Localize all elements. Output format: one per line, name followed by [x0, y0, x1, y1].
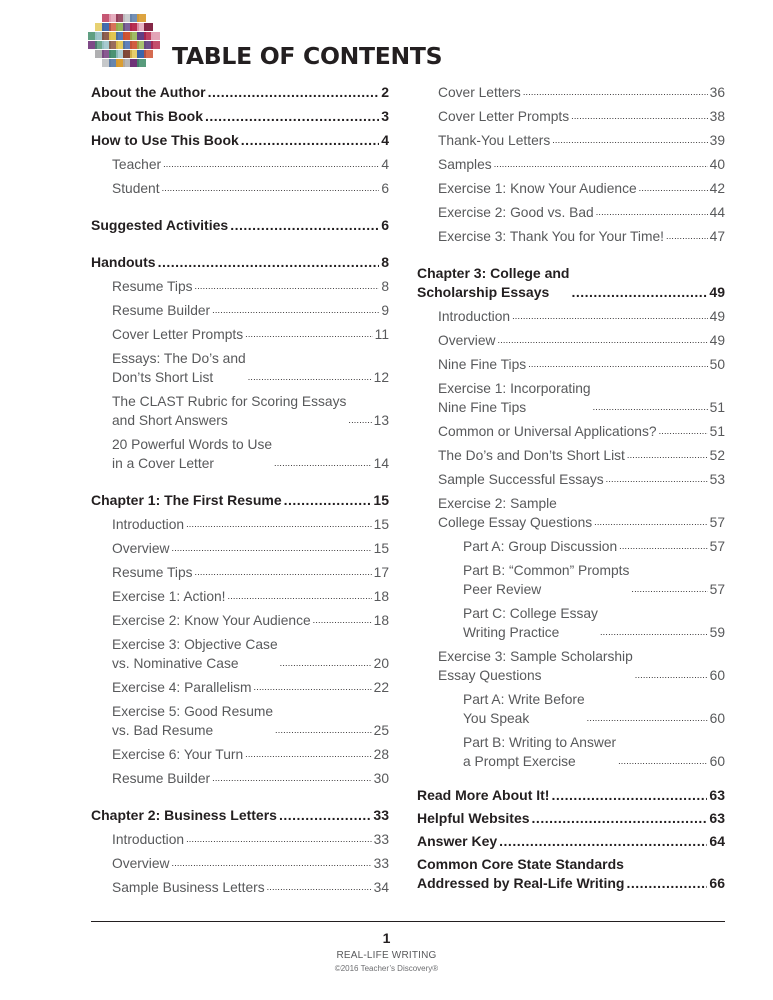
- toc-entry-title: Nine Fine Tips: [438, 357, 527, 372]
- toc-entry-page: 8: [381, 254, 389, 270]
- dot-leader: [571, 283, 707, 302]
- toc-entry-title: Exercise 3: Sample Scholarship Essay Questions: [438, 649, 633, 683]
- toc-entry-title: The CLAST Rubric for Scoring Essays and Short Answers: [112, 394, 347, 428]
- toc-entry-page: 8: [381, 279, 389, 294]
- dot-leader: [528, 355, 707, 374]
- toc-entry: [417, 690, 725, 728]
- footer-divider: [91, 921, 725, 922]
- toc-entry: [91, 179, 389, 198]
- toc-entry-page: 30: [373, 771, 389, 786]
- toc-entry-page: 13: [373, 413, 389, 428]
- toc-entry: [91, 539, 389, 558]
- dot-leader: [284, 491, 372, 510]
- toc-entry-title: Introduction: [112, 517, 185, 532]
- toc-entry-title: Overview: [112, 541, 170, 556]
- toc-entry: [91, 878, 389, 897]
- dot-leader: [248, 368, 372, 387]
- toc-entry: [91, 155, 389, 174]
- logo-pixel: [137, 14, 146, 22]
- toc-entry-page: 34: [373, 880, 389, 895]
- toc-entry-page: 6: [381, 181, 389, 196]
- toc-entry-title: Exercise 3: Thank You for Your Time!: [438, 229, 664, 244]
- toc-entry: [91, 107, 389, 126]
- dot-leader: [619, 537, 708, 556]
- dot-leader: [230, 216, 379, 235]
- logo-pixel: [144, 23, 153, 31]
- toc-entry-page: 15: [373, 517, 389, 532]
- toc-entry: [417, 537, 725, 556]
- toc-entry: [417, 855, 725, 893]
- toc-entry: [417, 107, 725, 126]
- toc-entry-title: Introduction: [438, 309, 511, 324]
- dot-leader: [195, 563, 372, 582]
- toc-entry-page: 28: [373, 747, 389, 762]
- dot-leader: [172, 539, 372, 558]
- toc-entry-page: 60: [709, 711, 725, 726]
- dot-leader: [267, 878, 372, 897]
- toc-entry-title: Handouts: [91, 254, 156, 270]
- toc-entry-title: Exercise 2: Sample College Essay Questions: [438, 496, 593, 530]
- toc-entry-title: Introduction: [112, 832, 185, 847]
- toc-entry: [417, 786, 725, 805]
- toc-entry-title: Sample Successful Essays: [438, 472, 604, 487]
- toc-entry-page: 60: [709, 754, 725, 769]
- toc-entry-title: About the Author: [91, 84, 206, 100]
- toc-entry-title: Exercise 3: Objective Case vs. Nominative Case: [112, 637, 278, 671]
- toc-entry: [91, 635, 389, 673]
- toc-entry: [417, 647, 725, 685]
- toc-entry-page: 22: [373, 680, 389, 695]
- dot-leader: [241, 131, 379, 150]
- toc-entry-page: 38: [709, 109, 725, 124]
- toc-entry-title: Samples: [438, 157, 492, 172]
- dot-leader: [274, 454, 372, 473]
- dot-leader: [212, 301, 379, 320]
- toc-entry-title: Part A: Write Before You Speak: [463, 692, 585, 726]
- toc-entry-title: Cover Letter Prompts: [112, 327, 244, 342]
- toc-entry-page: 49: [709, 309, 725, 324]
- toc-entry: [91, 131, 389, 150]
- dot-leader: [208, 83, 380, 102]
- toc-entry: [91, 253, 389, 272]
- dot-leader: [162, 179, 380, 198]
- dot-leader: [626, 874, 707, 893]
- dot-leader: [606, 470, 708, 489]
- toc-entry-title: Answer Key: [417, 833, 498, 849]
- toc-entry-title: Part B: Writing to Answer a Prompt Exercise: [463, 735, 617, 769]
- logo-pixel: [151, 32, 160, 40]
- toc-right-column: [417, 83, 725, 893]
- dot-leader: [600, 623, 708, 642]
- toc-entry: [417, 604, 725, 642]
- toc-entry-title: The Do’s and Don’ts Short List: [438, 448, 625, 463]
- toc-entry-page: 51: [709, 400, 725, 415]
- toc-entry-title: Exercise 2: Good vs. Bad: [438, 205, 594, 220]
- dot-leader: [552, 131, 707, 150]
- toc-entry: [417, 733, 725, 771]
- toc-entry-page: 44: [709, 205, 725, 220]
- dot-leader: [228, 587, 372, 606]
- toc-entry-title: Exercise 5: Good Resume vs. Bad Resume: [112, 704, 274, 738]
- toc-left-column: [91, 83, 389, 897]
- dot-leader: [498, 331, 708, 350]
- toc-entry-title: Read More About It!: [417, 787, 550, 803]
- toc-entry-title: Exercise 2: Know Your Audience: [112, 613, 311, 628]
- toc-entry-page: 40: [709, 157, 725, 172]
- toc-entry: [417, 307, 725, 326]
- dot-leader: [280, 654, 372, 673]
- toc-entry-title: Exercise 6: Your Turn: [112, 747, 244, 762]
- toc-entry: [417, 83, 725, 102]
- toc-entry-page: 4: [381, 132, 389, 148]
- toc-entry-title: Resume Tips: [112, 565, 193, 580]
- dot-leader: [186, 830, 372, 849]
- toc-entry: [91, 611, 389, 630]
- toc-entry-page: 17: [373, 565, 389, 580]
- toc-entry-page: 18: [373, 589, 389, 604]
- dot-leader: [348, 411, 371, 430]
- toc-entry: [91, 515, 389, 534]
- toc-entry: [417, 379, 725, 417]
- toc-entry-page: 63: [709, 810, 725, 826]
- toc-entry-page: 6: [381, 217, 389, 233]
- logo-pixel: [144, 50, 153, 58]
- dot-leader: [186, 515, 372, 534]
- dot-leader: [594, 513, 707, 532]
- toc-entry: [417, 131, 725, 150]
- dot-leader: [666, 227, 708, 246]
- toc-entry-page: 49: [709, 284, 725, 300]
- toc-entry: [91, 392, 389, 430]
- toc-entry: [91, 745, 389, 764]
- dot-leader: [275, 721, 372, 740]
- dot-leader: [158, 253, 380, 272]
- dot-leader: [512, 307, 708, 326]
- toc-entry: [91, 563, 389, 582]
- toc-entry-page: 15: [373, 541, 389, 556]
- toc-entry-page: 4: [381, 157, 389, 172]
- toc-entry-page: 42: [709, 181, 725, 196]
- toc-entry-title: Helpful Websites: [417, 810, 530, 826]
- toc-entry: [91, 830, 389, 849]
- toc-entry: [417, 227, 725, 246]
- toc-entry: [91, 678, 389, 697]
- toc-entry: [91, 277, 389, 296]
- toc-entry-title: Chapter 1: The First Resume: [91, 492, 282, 508]
- toc-entry-title: Essays: The Do’s and Don’ts Short List: [112, 351, 246, 385]
- toc-entry: [417, 561, 725, 599]
- dot-leader: [212, 769, 371, 788]
- toc-entry-page: 12: [373, 370, 389, 385]
- toc-entry-page: 9: [381, 303, 389, 318]
- toc-entry-title: Thank-You Letters: [438, 133, 551, 148]
- toc-entry-page: 49: [709, 333, 725, 348]
- toc-entry: [91, 806, 389, 825]
- toc-entry-page: 33: [373, 807, 389, 823]
- dot-leader: [494, 155, 708, 174]
- toc-entry-title: 20 Powerful Words to Use in a Cover Letter: [112, 437, 273, 471]
- footer-book-title: REAL-LIFE WRITING: [336, 950, 437, 961]
- toc-entry: [417, 155, 725, 174]
- toc-entry: [417, 494, 725, 532]
- dot-leader: [631, 580, 707, 599]
- dot-leader: [627, 446, 708, 465]
- toc-entry: [417, 203, 725, 222]
- toc-entry-title: Resume Builder: [112, 303, 211, 318]
- toc-entry: [91, 301, 389, 320]
- toc-entry-title: Overview: [438, 333, 496, 348]
- toc-entry-title: Exercise 1: Action!: [112, 589, 226, 604]
- toc-entry-page: 3: [381, 108, 389, 124]
- toc-entry-page: 2: [381, 84, 389, 100]
- toc-entry: [91, 435, 389, 473]
- toc-entry-page: 15: [373, 492, 389, 508]
- dot-leader: [532, 809, 708, 828]
- dot-leader: [523, 83, 708, 102]
- toc-entry-page: 50: [709, 357, 725, 372]
- toc-entry: [417, 264, 725, 302]
- dot-leader: [551, 786, 707, 805]
- toc-entry-page: 57: [709, 515, 725, 530]
- toc-entry-page: 33: [373, 856, 389, 871]
- page-title: TABLE OF CONTENTS: [172, 42, 443, 70]
- toc-entry-title: Exercise 1: Incorporating Nine Fine Tips: [438, 381, 591, 415]
- toc-entry-title: Common or Universal Applications?: [438, 424, 657, 439]
- toc-entry-page: 14: [373, 456, 389, 471]
- toc-entry-page: 60: [709, 668, 725, 683]
- toc-entry-title: Overview: [112, 856, 170, 871]
- toc-entry: [91, 349, 389, 387]
- toc-entry: [417, 422, 725, 441]
- toc-entry-page: 63: [709, 787, 725, 803]
- toc-entry-title: Cover Letters: [438, 85, 521, 100]
- toc-entry-page: 57: [709, 582, 725, 597]
- dot-leader: [313, 611, 372, 630]
- toc-entry: [417, 809, 725, 828]
- toc-entry: [91, 83, 389, 102]
- toc-entry: [91, 854, 389, 873]
- logo-pixel: [137, 59, 146, 67]
- toc-entry-page: 66: [709, 875, 725, 891]
- toc-entry: [91, 325, 389, 344]
- toc-entry: [417, 832, 725, 851]
- dot-leader: [254, 678, 372, 697]
- toc-entry: [91, 587, 389, 606]
- dot-leader: [571, 107, 708, 126]
- toc-entry: [417, 355, 725, 374]
- dot-leader: [172, 854, 372, 873]
- toc-entry-title: About This Book: [91, 108, 203, 124]
- dot-leader: [279, 806, 371, 825]
- toc-entry-page: 64: [709, 833, 725, 849]
- dot-leader: [635, 666, 708, 685]
- toc-entry-title: Part B: “Common” Prompts Peer Review: [463, 563, 630, 597]
- toc-entry-page: 11: [374, 327, 389, 342]
- toc-entry-page: 59: [709, 625, 725, 640]
- dot-leader: [618, 752, 708, 771]
- toc-entry-title: Part C: College Essay Writing Practice: [463, 606, 598, 640]
- toc-entry: [417, 446, 725, 465]
- toc-entry-page: 39: [709, 133, 725, 148]
- toc-entry-title: Exercise 4: Parallelism: [112, 680, 252, 695]
- toc-entry-page: 33: [373, 832, 389, 847]
- dot-leader: [596, 203, 708, 222]
- toc-entry-page: 53: [709, 472, 725, 487]
- dot-leader: [593, 398, 708, 417]
- toc-entry-title: Teacher: [112, 157, 162, 172]
- toc-entry-title: Sample Business Letters: [112, 880, 265, 895]
- dot-leader: [205, 107, 379, 126]
- toc-entry-title: Suggested Activities: [91, 217, 229, 233]
- dot-leader: [163, 155, 379, 174]
- logo-pixel: [151, 41, 160, 49]
- toc-entry-page: 18: [373, 613, 389, 628]
- dot-leader: [587, 709, 708, 728]
- toc-entry-page: 20: [373, 656, 389, 671]
- toc-entry-title: Exercise 1: Know Your Audience: [438, 181, 637, 196]
- dot-leader: [245, 745, 371, 764]
- dot-leader: [195, 277, 380, 296]
- toc-entry: [417, 470, 725, 489]
- toc-entry-title: Resume Builder: [112, 771, 211, 786]
- toc-entry-title: Cover Letter Prompts: [438, 109, 570, 124]
- toc-entry-page: 51: [709, 424, 725, 439]
- toc-entry-title: Part A: Group Discussion: [463, 539, 618, 554]
- toc-entry: [417, 331, 725, 350]
- toc-entry: [91, 769, 389, 788]
- toc-entry-title: Student: [112, 181, 160, 196]
- toc-entry-title: Resume Tips: [112, 279, 193, 294]
- footer-copyright: ©2016 Teacher’s Discovery®: [334, 964, 439, 973]
- page-number: 1: [382, 930, 391, 946]
- toc-entry-page: 52: [709, 448, 725, 463]
- toc-entry-title: Chapter 2: Business Letters: [91, 807, 277, 823]
- toc-entry: [91, 702, 389, 740]
- dot-leader: [499, 832, 707, 851]
- toc-entry-title: Chapter 3: College and Scholarship Essays: [417, 265, 570, 300]
- toc-entry: [91, 216, 389, 235]
- pixel-mosaic-logo-icon: [88, 14, 158, 68]
- toc-entry-page: 25: [373, 723, 389, 738]
- toc-entry: [417, 179, 725, 198]
- dot-leader: [245, 325, 373, 344]
- toc-entry-title: Common Core State Standards Addressed by Real-Life Writing: [417, 856, 625, 891]
- toc-entry-page: 47: [709, 229, 725, 244]
- toc-entry-page: 57: [709, 539, 725, 554]
- toc-entry-title: How to Use This Book: [91, 132, 239, 148]
- dot-leader: [639, 179, 708, 198]
- toc-entry: [91, 491, 389, 510]
- toc-entry-page: 36: [709, 85, 725, 100]
- dot-leader: [659, 422, 708, 441]
